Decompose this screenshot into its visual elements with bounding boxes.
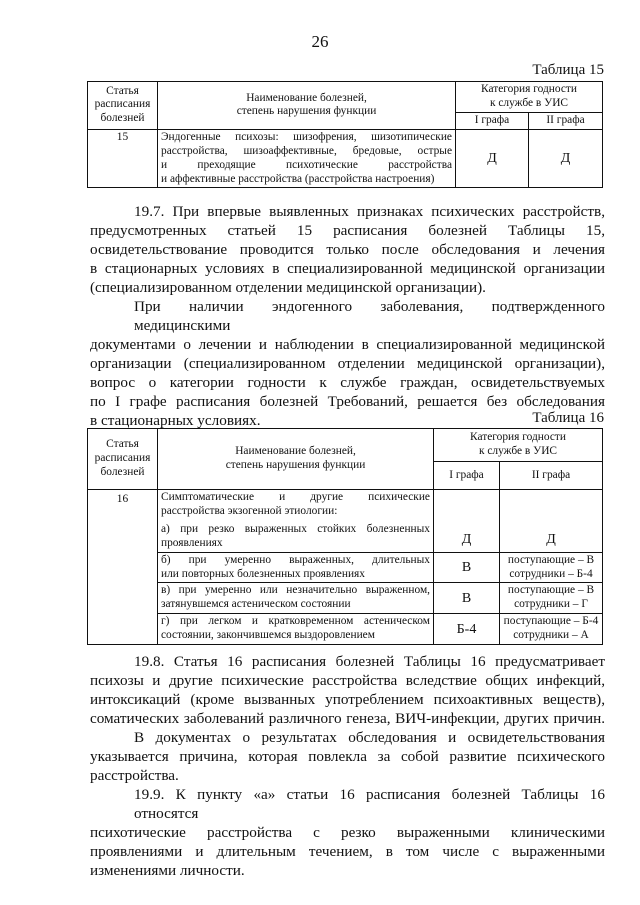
text-line: вопрос о категории годности к службе граждан, освидетельствуемых [90, 374, 605, 391]
desc-line: Эндогенные психозы: шизофрения, шизотипические [161, 130, 452, 143]
header-category-line2: к службе в УИС [489, 96, 569, 109]
row-grafa-2 [500, 614, 603, 645]
row-grafa-2 [500, 552, 603, 583]
row-grafa-2: Д [500, 490, 603, 553]
row-grafa-1: Д [456, 129, 529, 188]
table-15 [87, 81, 603, 188]
intro-line: расстройства экзогенной этиологии: [161, 504, 338, 517]
row-description [158, 583, 434, 614]
grafa-2-line: сотрудники – Б-4 [509, 567, 593, 580]
header-category-line2: к службе в УИС [478, 445, 558, 457]
desc-line: и преходящие психотические расстройства [161, 158, 452, 171]
paragraph-19-9 [90, 785, 605, 880]
row-description [158, 552, 434, 583]
grafa-2-line: поступающие – В [507, 553, 595, 566]
row-article: 16 [88, 490, 158, 645]
header-grafa-1: I графа [456, 112, 529, 129]
desc-line: а) при резко выраженных стойких болезненных [161, 522, 430, 535]
text-line: В документах о результатах обследования и освидетельствования [134, 729, 605, 746]
paragraph-19-8 [90, 652, 605, 728]
desc-line: состоянии, закончившемся выздоровлением [161, 629, 375, 642]
text-line: 19.7. При впервые выявленных признаках психических расстройств, [134, 203, 605, 220]
text-line: освидетельствование проводится только после обследования и лечения [90, 241, 605, 258]
header-grafa-1: I графа [434, 462, 500, 490]
desc-line: б) при умеренно выраженных, длительных [161, 553, 430, 566]
row-grafa-2 [500, 583, 603, 614]
header-grafa-2: II графа [500, 462, 603, 490]
row-grafa-1: Б-4 [434, 614, 500, 645]
row-description [158, 129, 456, 188]
grafa-2-line: поступающие – В [507, 584, 595, 597]
header-category-line1: Категория годности [481, 83, 577, 95]
header-category-line1: Категория годности [470, 431, 566, 444]
header-article: Статья расписания болезней [88, 82, 158, 130]
desc-line: затянувшемся астеническом состоянии [161, 598, 351, 611]
paragraph-endogenous [90, 297, 605, 430]
row-description [158, 614, 434, 645]
desc-line: расстройства, шизоаффективные, бредовые, острые [161, 144, 452, 157]
text-line: изменениями личности. [90, 862, 245, 879]
row-grafa-2: Д [529, 129, 603, 188]
header-category [456, 82, 603, 113]
desc-line: проявлениях [161, 536, 223, 549]
text-line: психозы и другие психические расстройства вследствие общих инфекций, [90, 672, 605, 689]
text-line: проявлениями и длительным течением, в том числе с выраженными [90, 843, 605, 860]
text-line: (специализированном отделении медицинской организации). [90, 279, 486, 296]
row-grafa-1: Д [434, 490, 500, 553]
header-article: Статья расписания болезней [88, 429, 158, 490]
paragraph-documents [90, 728, 605, 785]
header-name-line2: степень нарушения функции [225, 459, 366, 471]
text-line: соматических заболеваний различного генеза, ВИЧ-инфекции, других причин. [90, 710, 605, 727]
table-15-caption: Таблица 15 [532, 62, 604, 78]
page-number: 26 [311, 32, 329, 51]
text-line: интоксикаций (кроме вызванных употреблением психоактивных веществ), [90, 691, 605, 708]
desc-line: г) при легком и кратковременном астеническом [161, 615, 430, 628]
text-line: 19.9. К пункту «а» статьи 16 расписания болезней Таблицы 16 относятся [134, 786, 605, 822]
row-article: 15 [88, 129, 158, 188]
text-line: расстройства. [90, 767, 179, 784]
header-category [434, 429, 603, 462]
desc-line: в) при умеренно или незначительно выраженном, [161, 584, 430, 597]
text-line: документами о лечении и наблюдении в специализированной медицинской [90, 336, 605, 353]
header-name-line1: Наименование болезней, [235, 445, 356, 458]
intro-line: Симптоматические и другие психические [161, 491, 430, 503]
text-line: в стационарных условиях в специализированной медицинской организации [90, 260, 605, 277]
header-name-line1: Наименование болезней, [246, 91, 367, 104]
text-line: При наличии эндогенного заболевания, подтвержденного медицинскими [134, 298, 605, 334]
text-line: указывается причина, которая повлекла за собой развитие психического [90, 748, 605, 765]
row-grafa-1: В [434, 552, 500, 583]
header-name [158, 82, 456, 130]
text-line: психотические расстройства с резко выраженными клиническими [90, 824, 605, 841]
table-16-caption: Таблица 16 [532, 410, 604, 426]
text-line: в стационарных условиях. [90, 412, 261, 429]
text-line: по I графе расписания болезней Требований, решается без обследования [90, 393, 605, 410]
header-grafa-2: II графа [529, 112, 603, 129]
table-16 [87, 428, 603, 645]
text-line: предусмотренных статьей 15 расписания болезней Таблицы 15, [90, 222, 605, 239]
text-line: 19.8. Статья 16 расписания болезней Таблицы 16 предусматривает [134, 653, 605, 670]
header-name [158, 429, 434, 490]
desc-line: или повторных болезненных проявлениях [161, 567, 365, 580]
row-description [158, 490, 434, 553]
paragraph-19-7 [90, 202, 605, 297]
grafa-2-line: сотрудники – Г [514, 598, 588, 611]
row-grafa-1: В [434, 583, 500, 614]
text-line: организации (специализированном отделении медицинской организации), [90, 355, 605, 372]
header-name-line2: степень нарушения функции [236, 105, 377, 118]
grafa-2-line: сотрудники – А [513, 629, 589, 642]
desc-line: и аффективные расстройства (расстройства настроения) [161, 172, 435, 185]
grafa-2-line: поступающие – Б-4 [503, 615, 599, 628]
